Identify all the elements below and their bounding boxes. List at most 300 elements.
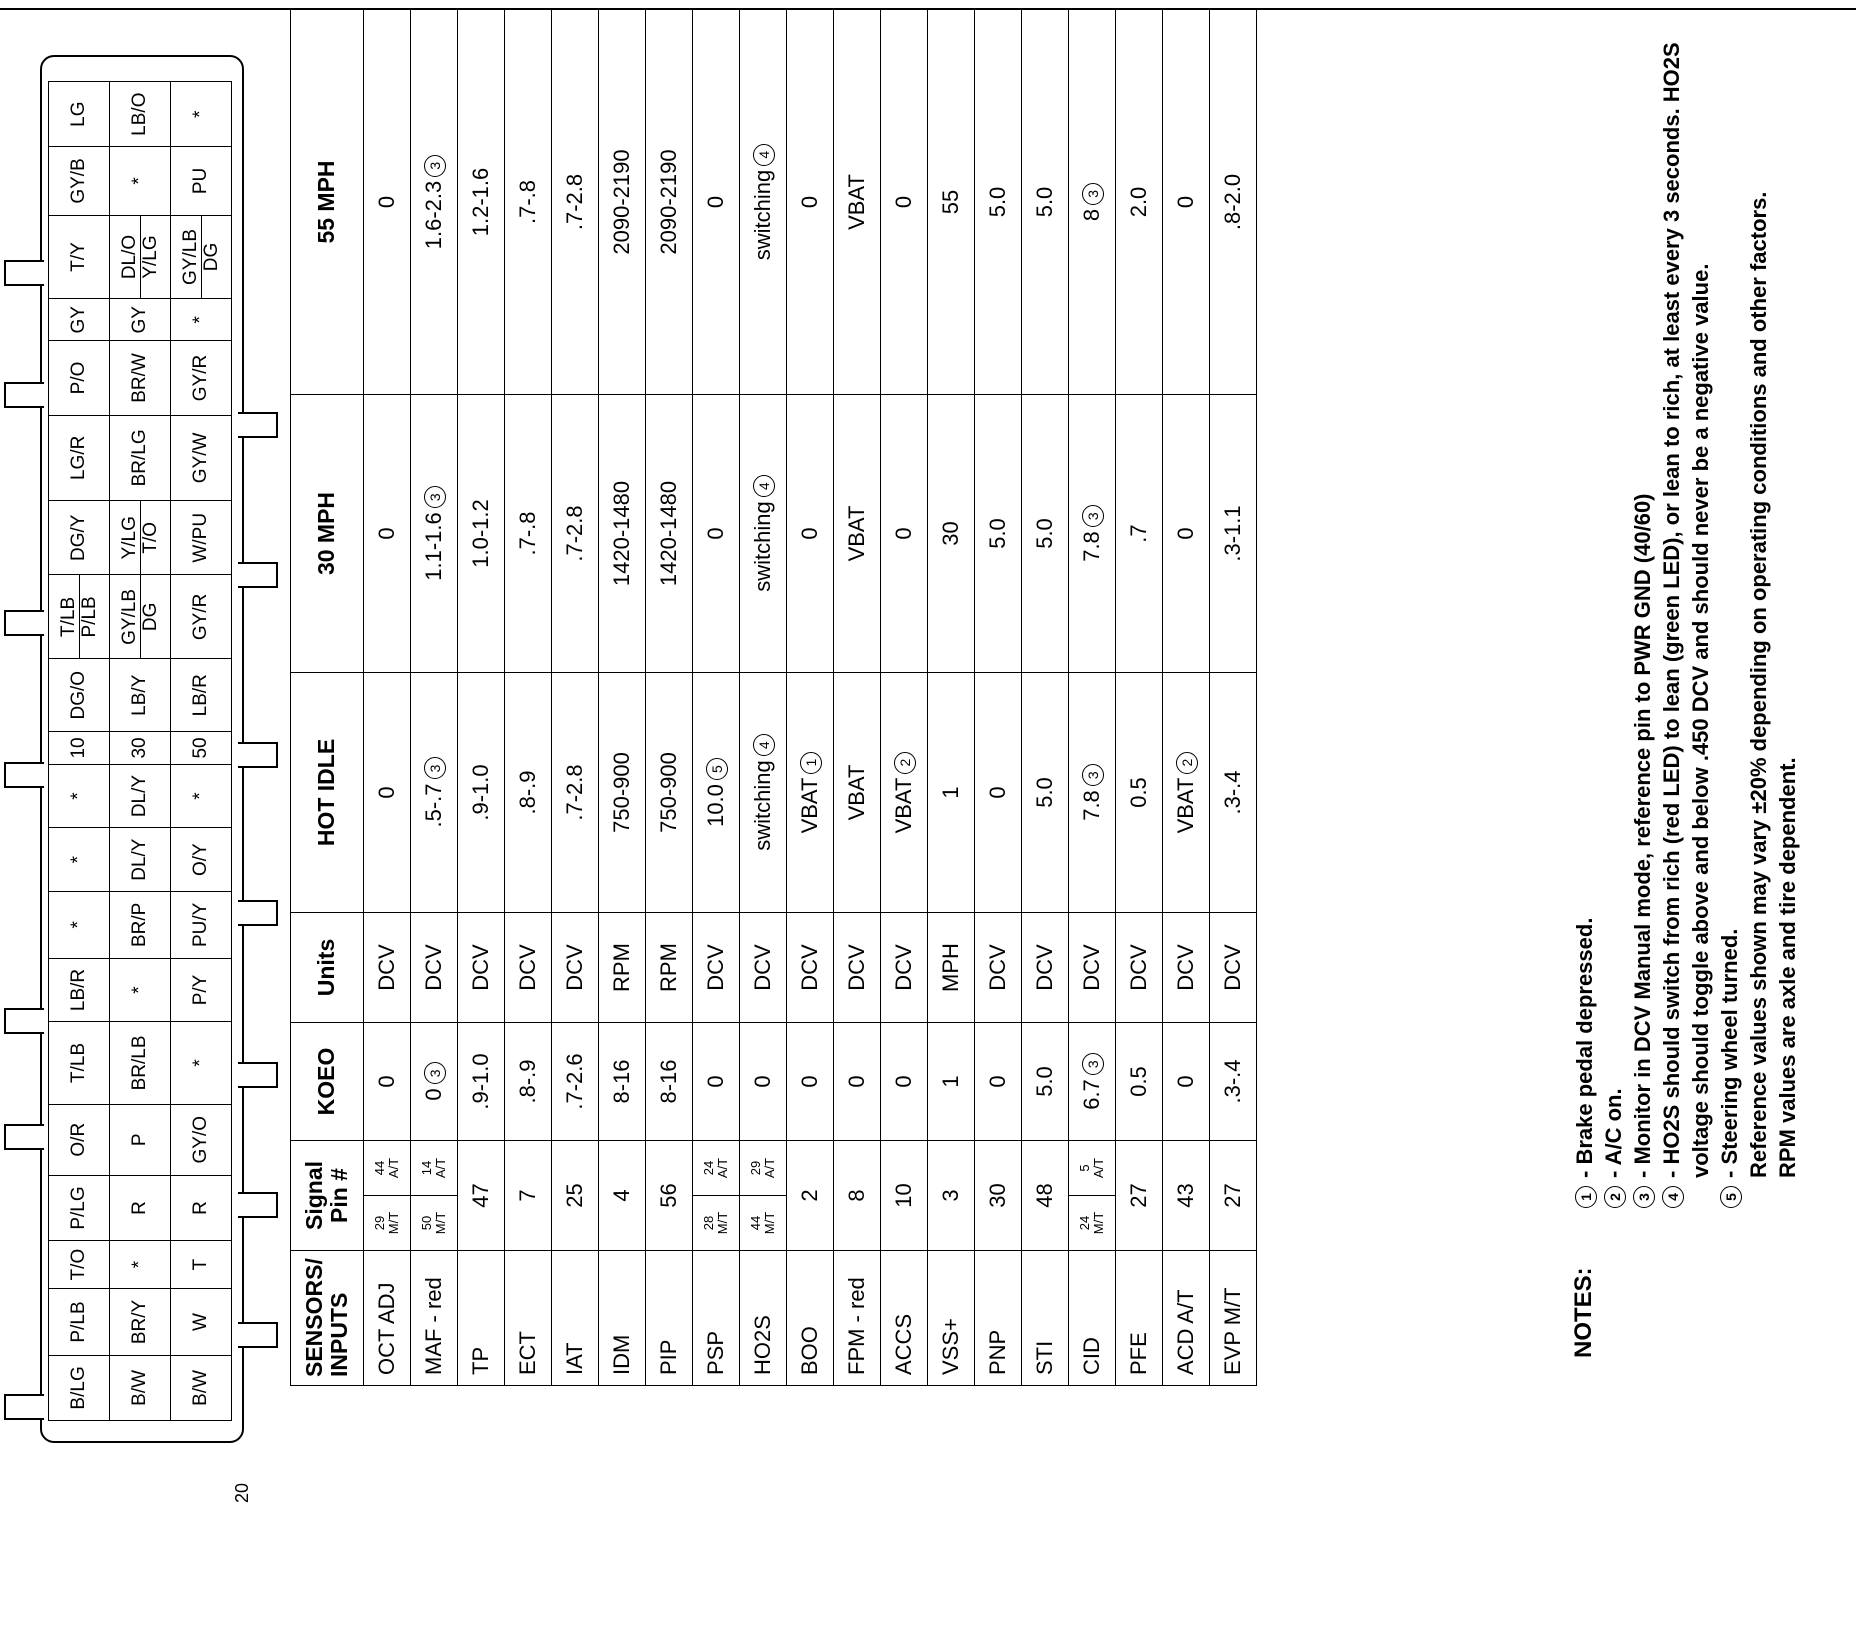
koeo-value: .7-2.6 [562,1053,587,1110]
pin-manual-number: 29 [372,1215,388,1231]
connector-pin-cell: * [171,1022,232,1104]
connector-pin-cell: PU/Y [171,891,232,958]
note-text: - Steering wheel turned. [1717,928,1742,1178]
mph55-cell [1116,10,1163,395]
mph30-value: 0 [703,527,728,540]
koeo-cell [787,1023,834,1141]
pin-split [740,1141,786,1250]
connector-pin-wire: Y/LG [140,216,161,299]
table-row [740,10,787,1386]
koeo-value: 1 [938,1075,963,1088]
note-number [1715,1178,1744,1208]
connector-pin-cell: B/W [110,1355,171,1420]
note-number [1657,1178,1715,1208]
connector-latch-tab [4,382,44,408]
sensor-cell: IAT [552,1251,599,1386]
table-row [834,10,881,1386]
header-hot-idle: HOT IDLE [291,673,364,913]
pin-cell: 4 [599,1141,646,1251]
note-ref-circle: 3 [424,155,446,177]
connector-pin-cell: LB/R [49,958,110,1022]
mph55-value: 0 [797,195,822,209]
mph30-value: .7-2.8 [562,505,587,562]
mph55-cell [505,10,552,395]
connector-body [40,55,244,1443]
units-cell: RPM [599,913,646,1023]
mph30-cell [1069,395,1116,673]
units-cell: DCV [975,913,1022,1023]
connector-pin-cell: O/Y [171,828,232,892]
connector-pin-cell: 10 [49,732,110,765]
connector-pin-cell: R [110,1175,171,1240]
hot-idle-cell [364,673,411,913]
connector-pin-cell: GY/R [171,341,232,415]
note-ref-circle: 3 [424,486,446,508]
mph55-value: .7-2.8 [562,173,587,231]
connector-pin-cell: GY/B [49,147,110,215]
koeo-value: .8-.9 [515,1059,540,1104]
pin-cell [740,1141,787,1251]
table-row [646,10,693,1386]
notes-heading: NOTES: [1570,1267,1597,1358]
connector-row [171,82,232,1421]
sensor-cell: ACCS [881,1251,928,1386]
mph30-value: 0 [1173,527,1198,540]
mph55-cell [1163,10,1210,395]
connector-pin-cell: T/O [49,1241,110,1289]
hot-idle-value: VBAT [844,764,869,821]
koeo-cell [364,1023,411,1141]
connector-pin-wire: P/LB [79,575,100,658]
hot-idle-value: 1 [938,786,963,799]
mph30-value: 5.0 [985,518,1010,549]
mph55-value: 55 [938,189,963,215]
sensor-cell: PFE [1116,1251,1163,1386]
pin-split [364,1141,410,1250]
pin-auto-number: 14 [419,1160,435,1176]
mph30-cell [552,395,599,673]
koeo-value: 0 [891,1075,916,1088]
note-ref-circle: 3 [1082,183,1104,205]
connector-pin-wire: GY/LB [118,588,140,645]
pin-cell [411,1141,458,1251]
koeo-cell [1163,1023,1210,1141]
mph30-value: 1420-1480 [656,480,681,587]
mph55-cell [834,10,881,395]
mph30-value: 0 [797,527,822,540]
connector-pin-grid [48,81,232,1421]
connector-pin-cell: DG/O [49,659,110,732]
hot-idle-value: 750-900 [609,752,634,833]
note-text: - Brake pedal depressed. [1572,917,1597,1178]
pin-manual-type: M/T [386,1211,401,1235]
pin-split [1069,1141,1115,1250]
koeo-value: 8-16 [609,1059,634,1104]
sensor-cell: BOO [787,1251,834,1386]
pin-cell [1069,1141,1116,1251]
page-edge-rule [0,8,1856,10]
note-item [1570,28,1599,1208]
connector-pin-cell: LG/R [49,415,110,500]
hot-idle-value: 10.0 [703,784,728,827]
koeo-cell [881,1023,928,1141]
connector-pin-cell: DG/Y [49,501,110,575]
note-number-circle: 3 [1633,1186,1655,1208]
pin-auto [364,1141,410,1196]
pin-cell: 30 [975,1141,1022,1251]
pin-auto [411,1141,457,1196]
hot-idle-cell [1022,673,1069,913]
mph55-value: 0 [703,195,728,209]
connector-pin-wire: T/O [140,501,161,574]
connector-pin-wire: T/LB [57,596,79,637]
sensor-table-wrapper [290,10,1560,1386]
table-row [552,10,599,1386]
pin-manual-number: 24 [1077,1215,1093,1231]
units-cell: DCV [693,913,740,1023]
hot-idle-value: 0 [374,786,399,799]
pin-cell: 8 [834,1141,881,1251]
mph55-value: 0 [1173,195,1198,209]
mph55-value: VBAT [844,174,869,230]
connector-pin-cell: GY/R [171,575,232,659]
connector-pin-cell: BR/W [110,341,171,415]
note-number-circle: 4 [1662,1186,1684,1208]
connector-pin-wire: DG [140,575,161,658]
pin-cell: 47 [458,1141,505,1251]
connector-pin-cell: W/PU [171,501,232,575]
note-ref-circle: 3 [424,757,446,779]
mph30-cell [1210,395,1257,673]
pin-cell: 2 [787,1141,834,1251]
connector-pin-cell: LB/R [171,659,232,732]
koeo-cell [975,1023,1022,1141]
mph55-cell [364,10,411,395]
table-row [975,10,1022,1386]
units-cell: DCV [1116,913,1163,1023]
connector-pin-cell: LB/O [110,82,171,147]
connector-pin-cell: * [49,764,110,828]
mph55-value: 5.0 [1032,186,1057,218]
table-row [928,10,975,1386]
note-ref-circle: 3 [424,1062,446,1084]
koeo-cell [1022,1023,1069,1141]
mph55-cell [1022,10,1069,395]
sensor-cell: TP [458,1251,505,1386]
connector-pin-cell: LG [49,82,110,147]
koeo-cell [693,1023,740,1141]
mph55-value: 2090-2190 [656,149,681,255]
connector-pin-cell: P [110,1104,171,1175]
hot-idle-cell [1069,673,1116,913]
units-cell: DCV [458,913,505,1023]
header-units: Units [291,913,364,1023]
mph55-value: 2090-2190 [609,149,634,255]
pin-cell: 48 [1022,1141,1069,1251]
hot-idle-cell [693,673,740,913]
header-koeo: KOEO [291,1023,364,1141]
connector-pin-cell: GY/W [171,415,232,500]
units-cell: DCV [1069,913,1116,1023]
hot-idle-value: VBAT [1173,777,1198,834]
koeo-value: 0 [374,1075,399,1088]
koeo-value: 0.5 [1126,1066,1151,1097]
notes-list [1570,28,1802,1208]
table-row [1163,10,1210,1386]
pin-manual-type: M/T [762,1211,777,1235]
koeo-value: 0 [750,1075,775,1088]
pin-manual-type: M/T [1091,1211,1106,1235]
hot-idle-cell [1210,673,1257,913]
note-ref-circle: 3 [1082,1053,1104,1075]
mph30-cell [364,395,411,673]
koeo-cell [928,1023,975,1141]
hot-idle-value: .5-.7 [421,783,446,828]
mph55-cell [928,10,975,395]
connector-pin-cell: T [171,1241,232,1289]
mph30-cell [599,395,646,673]
pin-auto-type: A/T [386,1157,401,1179]
koeo-value: 5.0 [1032,1066,1057,1097]
pin-cell: 10 [881,1141,928,1251]
mph55-value: 0 [891,195,916,209]
pin-cell: 27 [1210,1141,1257,1251]
connector-latch-tab [238,1192,278,1218]
mph55-cell [881,10,928,395]
connector-pin-cell [110,215,171,299]
koeo-value: .3-.4 [1220,1059,1245,1104]
table-row [1210,10,1257,1386]
pin-split [693,1141,739,1250]
hot-idle-value: VBAT [891,777,916,834]
sensor-cell: MAF - red [411,1251,458,1386]
note-number-circle: 5 [1720,1186,1742,1208]
hot-idle-value: .9-1.0 [468,764,493,821]
connector-pin-cell: GY [110,299,171,341]
sensor-cell: VSS+ [928,1251,975,1386]
note-footer-rpm: RPM values are axle and tire dependent. [1775,757,1800,1178]
note-number-circle: 2 [1604,1186,1626,1208]
hot-idle-cell [1116,673,1163,913]
units-cell: RPM [646,913,693,1023]
table-row [364,10,411,1386]
connector-pin-cell: BR/P [110,891,171,958]
connector-pin-cell [49,575,110,659]
mph30-cell [1022,395,1069,673]
note-number [1628,1178,1657,1208]
connector-pin-cell: W [171,1289,232,1356]
connector-pin-cell: BR/LB [110,1022,171,1104]
connector-pin-wire: DL/O [118,234,140,280]
connector-pin-cell [110,575,171,659]
pin-cell: 43 [1163,1141,1210,1251]
note-ref-circle: 4 [753,475,775,497]
note-item [1599,28,1628,1208]
hot-idle-cell [411,673,458,913]
note-number [1599,1178,1628,1208]
connector-latch-tab [238,412,278,438]
connector-pin-cell: O/R [49,1104,110,1175]
hot-idle-value: .3-.4 [1220,770,1245,815]
koeo-cell [411,1023,458,1141]
mph30-cell [834,395,881,673]
hot-idle-cell [552,673,599,913]
mph30-cell [1116,395,1163,673]
hot-idle-cell [881,673,928,913]
mph30-value: VBAT [844,505,869,562]
table-row [1022,10,1069,1386]
koeo-value: 0 [844,1075,869,1088]
mph30-cell [975,395,1022,673]
hot-idle-value: 7.8 [1079,790,1104,821]
connector-latch-tab [238,562,278,588]
connector-row [110,82,171,1421]
mph55-value: 5.0 [985,186,1010,218]
table-row [458,10,505,1386]
units-cell: DCV [364,913,411,1023]
mph30-cell [458,395,505,673]
pin-manual [364,1196,410,1250]
hot-idle-cell [646,673,693,913]
hot-idle-cell [928,673,975,913]
connector-pin-cell: * [110,958,171,1022]
mph55-value: 2.0 [1126,186,1151,218]
hot-idle-value: switching [750,760,775,851]
connector-pin-cell: P/O [49,341,110,415]
sensor-cell: PNP [975,1251,1022,1386]
connector-pin-wire: Y/LG [118,516,140,560]
pin-auto [1069,1141,1115,1196]
connector-latch-tab [4,260,44,286]
mph30-value: 0 [374,527,399,540]
koeo-cell [505,1023,552,1141]
mph55-value: 1.2-1.6 [468,167,493,237]
connector-pin-cell: * [49,828,110,892]
pin-auto-number: 44 [372,1160,388,1176]
koeo-cell [1210,1023,1257,1141]
sensor-cell: OCT ADJ [364,1251,411,1386]
hot-idle-cell [787,673,834,913]
mph30-value: .7-.8 [515,511,540,556]
header-30-mph: 30 MPH [291,395,364,673]
table-row [411,10,458,1386]
mph55-value: .7-.8 [515,179,540,225]
mph55-value: 0 [374,195,399,209]
koeo-cell [552,1023,599,1141]
note-text: - A/C on. [1601,1088,1626,1178]
mph55-cell [646,10,693,395]
mph30-cell [928,395,975,673]
sensor-table [290,9,1257,1386]
units-cell: DCV [740,913,787,1023]
pin-manual-number: 50 [419,1215,435,1231]
mph30-cell [505,395,552,673]
hot-idle-value: .7-2.8 [562,764,587,821]
connector-latch-tab [238,900,278,926]
mph30-value: 1.0-1.2 [468,499,493,568]
mph30-value: 1420-1480 [609,480,634,587]
pin-cell [693,1141,740,1251]
mph30-value: 0 [891,527,916,540]
mph55-cell [693,10,740,395]
pin-manual-type: M/T [715,1211,730,1235]
connector-pin-cell: * [171,299,232,341]
koeo-value: 0 [1173,1075,1198,1088]
sensor-cell: ECT [505,1251,552,1386]
connector-pin-cell: B/W [171,1355,232,1420]
units-cell: MPH [928,913,975,1023]
koeo-cell [834,1023,881,1141]
connector-pin-cell: BR/Y [110,1289,171,1356]
units-cell: DCV [881,913,928,1023]
mph55-cell [411,10,458,395]
units-cell: DCV [1163,913,1210,1023]
connector-pin-wire: GY/LB [179,229,201,285]
mph30-cell [693,395,740,673]
koeo-cell [599,1023,646,1141]
sensor-cell: CID [1069,1251,1116,1386]
hot-idle-value: 0.5 [1126,777,1151,808]
koeo-value: 0 [421,1088,446,1101]
table-row [881,10,928,1386]
units-cell: DCV [787,913,834,1023]
notes-section [1560,18,1850,1358]
connector-pin-cell: PU [171,147,232,215]
koeo-cell [646,1023,693,1141]
connector-pin-cell: LB/Y [110,659,171,732]
pin-auto-type: A/T [762,1157,777,1179]
connector-latch-tab [4,610,44,636]
connector-latch-tab [238,1062,278,1088]
pin-manual [1069,1196,1115,1250]
mph55-cell [975,10,1022,395]
mph55-cell [1069,10,1116,395]
mph30-value: switching [750,501,775,592]
hot-idle-cell [975,673,1022,913]
note-item [1628,28,1657,1208]
hot-idle-cell [458,673,505,913]
sensor-cell: PSP [693,1251,740,1386]
sensor-cell: PIP [646,1251,693,1386]
connector-pin-cell: 30 [110,732,171,765]
pin-auto-type: A/T [715,1157,730,1179]
pin-auto [740,1141,786,1196]
table-row [1069,10,1116,1386]
hot-idle-cell [505,673,552,913]
pin-manual [693,1196,739,1250]
mph30-value: .7 [1126,524,1151,543]
pin-cell: 3 [928,1141,975,1251]
mph30-value: 1.1-1.6 [421,512,446,581]
pin-cell: 25 [552,1141,599,1251]
connector-pin-cell: GY [49,299,110,341]
koeo-cell [740,1023,787,1141]
mph55-value: 1.6-2.3 [421,180,446,250]
mph55-cell [1210,10,1257,395]
note-ref-circle: 5 [706,758,728,780]
hot-idle-cell [834,673,881,913]
note-item [1715,28,1744,1208]
connector-pin-cell [171,215,232,299]
mph30-value: 7.8 [1079,531,1104,562]
connector-diagram [0,0,252,1648]
units-cell: DCV [552,913,599,1023]
header-sensor: SENSORS/ INPUTS [291,1251,364,1386]
connector-latch-tab [4,762,44,788]
connector-pin-cell: T/LB [49,1022,110,1104]
connector-latch-tab [238,1322,278,1348]
connector-latch-tab [4,1124,44,1150]
